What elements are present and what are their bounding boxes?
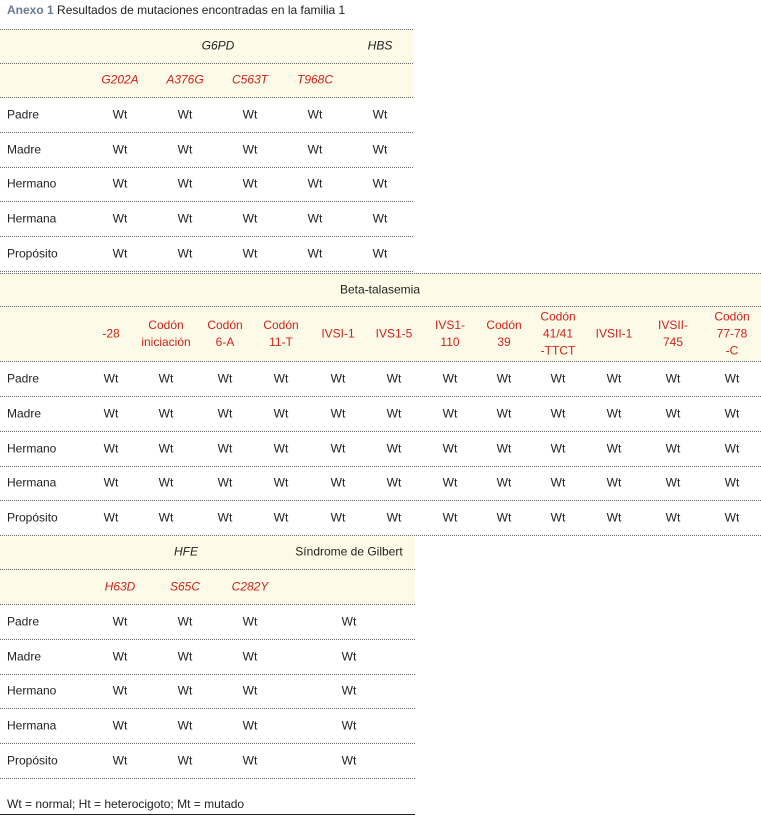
row-label: Hermano [7, 176, 57, 191]
result-cell: Wt [496, 475, 512, 490]
mutation-header-line: IVS1- [434, 318, 466, 332]
result-cell: Wt [273, 406, 289, 421]
result-cell: Wt [606, 406, 622, 421]
mutation-header [596, 326, 633, 343]
mutation-header: H63D [104, 579, 136, 594]
row-rule [0, 466, 761, 467]
result-cell: Wt [386, 371, 402, 386]
result-cell: Wt [724, 406, 740, 421]
result-cell: Wt [330, 406, 346, 421]
result-cell: Wt [724, 441, 740, 456]
result-cell: Wt [217, 441, 233, 456]
mutation-header [102, 326, 119, 343]
row-label: Propósito [7, 510, 58, 525]
result-cell: Wt [496, 441, 512, 456]
result-cell: Wt [550, 441, 566, 456]
mutation-header [486, 317, 521, 351]
mutation-header-line: IVSII- [657, 318, 689, 332]
mutation-header: C282Y [231, 579, 269, 594]
result-cell: Wt [103, 441, 119, 456]
mutation-header: T968C [296, 72, 334, 87]
row-rule [0, 167, 413, 168]
result-cell: Wt [372, 107, 388, 122]
result-cell: Wt [103, 371, 119, 386]
mutation-header: A376G [166, 72, 204, 87]
result-cell: Wt [112, 142, 128, 157]
row-label: Madre [7, 649, 42, 664]
result-cell: Wt [372, 176, 388, 191]
result-cell: Wt [242, 683, 258, 698]
row-rule [0, 271, 413, 272]
result-cell: Wt [665, 510, 681, 525]
mutation-header-line: -C [725, 343, 739, 358]
result-cell: Wt [372, 246, 388, 261]
result-cell: Wt [550, 406, 566, 421]
result-cell: Wt [177, 246, 193, 261]
result-cell: Wt [112, 211, 128, 226]
mutation-header-line: 77-78 [716, 326, 748, 341]
mutation-header-line: iniciación [141, 335, 191, 349]
result-cell: Wt [112, 649, 128, 664]
section2-top-rule [0, 273, 761, 274]
table-caption [7, 3, 345, 17]
result-cell: Wt [372, 142, 388, 157]
result-cell: Wt [665, 441, 681, 456]
row-rule [0, 708, 415, 709]
result-cell: Wt [177, 753, 193, 768]
mutation-header-line: Codón [714, 309, 750, 324]
group-g6pd: G6PD [201, 38, 235, 53]
result-cell: Wt [606, 371, 622, 386]
result-cell: Wt [177, 649, 193, 664]
result-cell: Wt [665, 371, 681, 386]
row-rule [0, 396, 761, 397]
result-cell: Wt [330, 475, 346, 490]
result-cell: Wt [217, 371, 233, 386]
result-cell: Wt [158, 475, 174, 490]
result-cell: Wt [112, 176, 128, 191]
caption-text: Resultados de mutaciones encontradas en la familia 1 [57, 3, 346, 17]
result-cell: Wt [242, 176, 258, 191]
mutation-header: C563T [231, 72, 269, 87]
result-cell: Wt [386, 406, 402, 421]
mutation-header [207, 317, 242, 351]
result-cell: Wt [112, 107, 128, 122]
result-cell: Wt [177, 614, 193, 629]
result-cell: Wt [372, 211, 388, 226]
result-cell: Wt [330, 510, 346, 525]
section2-header-rule [0, 306, 761, 307]
section3-mutation-rule [0, 604, 415, 605]
result-cell: Wt [442, 510, 458, 525]
result-cell: Wt [330, 441, 346, 456]
result-cell: Wt [242, 211, 258, 226]
row-label: Hermana [7, 211, 57, 226]
group-beta-talasemia: Beta-talasemia [339, 282, 421, 297]
result-cell: Wt [242, 142, 258, 157]
result-cell: Wt [273, 371, 289, 386]
row-label: Padre [7, 107, 40, 122]
result-cell: Wt [103, 475, 119, 490]
result-cell: Wt [242, 753, 258, 768]
result-cell: Wt [177, 142, 193, 157]
result-cell: Wt [307, 107, 323, 122]
mutation-header-line: Codón [148, 318, 184, 332]
mutation-header-line: 110 [440, 335, 460, 349]
mutation-header [540, 309, 575, 360]
result-cell: Wt [724, 475, 740, 490]
group-gilbert: Síndrome de Gilbert [295, 544, 403, 559]
section1-header-rule [0, 63, 413, 64]
mutation-header-line: 41/41 [542, 326, 574, 341]
result-cell: Wt [307, 176, 323, 191]
result-cell: Wt [242, 718, 258, 733]
result-cell: Wt [307, 142, 323, 157]
result-cell: Wt [158, 441, 174, 456]
section1-mutation-rule [0, 97, 413, 98]
result-cell: Wt [496, 371, 512, 386]
result-cell: Wt [103, 510, 119, 525]
result-cell: Wt [665, 475, 681, 490]
result-cell: Wt [158, 510, 174, 525]
mutation-header-line: IVSI-1 [321, 326, 355, 341]
row-rule [0, 132, 413, 133]
result-cell: Wt [665, 406, 681, 421]
row-rule [0, 500, 761, 501]
mutation-header-line: IVS1-5 [375, 326, 413, 341]
mutation-header [714, 309, 749, 360]
result-cell: Wt [550, 510, 566, 525]
result-cell: Wt [112, 246, 128, 261]
mutation-header-line: -TTCT [540, 343, 576, 358]
result-cell: Wt [158, 371, 174, 386]
result-cell: Wt [273, 510, 289, 525]
result-cell: Wt [330, 371, 346, 386]
row-rule [0, 431, 761, 432]
mutation-header [376, 326, 413, 343]
section3-top-rule [0, 535, 415, 536]
result-cell: Wt [103, 406, 119, 421]
mutation-header [141, 317, 190, 351]
result-cell: Wt [177, 107, 193, 122]
result-cell: Wt [112, 718, 128, 733]
result-cell: Wt [242, 649, 258, 664]
result-cell: Wt [442, 371, 458, 386]
result-cell: Wt [273, 441, 289, 456]
result-cell: Wt [242, 107, 258, 122]
mutation-header-line: 11-T [269, 335, 293, 349]
row-label: Propósito [7, 246, 58, 261]
caption-label: Anexo 1 [7, 3, 54, 17]
result-cell: Wt [112, 753, 128, 768]
mutation-header-line: Codón [207, 318, 243, 332]
result-cell: Wt [242, 614, 258, 629]
row-label: Padre [7, 614, 40, 629]
row-label: Madre [7, 406, 42, 421]
section1-top-rule [0, 29, 413, 30]
mutation-header-line: Codón [540, 309, 576, 324]
mutation-header: S65C [169, 579, 201, 594]
mutation-header-line: -28 [102, 326, 120, 341]
result-cell: Wt [273, 475, 289, 490]
row-label: Padre [7, 371, 40, 386]
section3-header-rule [0, 569, 415, 570]
result-cell: Wt [550, 371, 566, 386]
row-rule [0, 778, 415, 779]
result-cell: Wt [341, 614, 357, 629]
result-cell: Wt [112, 614, 128, 629]
result-cell: Wt [386, 510, 402, 525]
result-cell: Wt [442, 441, 458, 456]
result-cell: Wt [724, 371, 740, 386]
result-cell: Wt [442, 475, 458, 490]
result-cell: Wt [341, 683, 357, 698]
result-cell: Wt [386, 475, 402, 490]
mutation-header [435, 317, 465, 351]
row-rule [0, 674, 415, 675]
mutation-header-line: 39 [497, 335, 511, 349]
row-rule [0, 236, 413, 237]
result-cell: Wt [177, 176, 193, 191]
footnote: Wt = normal; Ht = heterocigoto; Mt = mutado [7, 797, 245, 811]
group-hfe: HFE [174, 544, 198, 559]
result-cell: Wt [177, 683, 193, 698]
result-cell: Wt [550, 475, 566, 490]
row-rule [0, 743, 415, 744]
result-cell: Wt [606, 475, 622, 490]
result-cell: Wt [217, 406, 233, 421]
row-label: Hermano [7, 683, 57, 698]
result-cell: Wt [606, 510, 622, 525]
row-label: Hermano [7, 441, 57, 456]
result-cell: Wt [112, 683, 128, 698]
mutation-header [658, 317, 688, 351]
row-rule [0, 201, 413, 202]
section2-mutation-rule [0, 361, 761, 362]
result-cell: Wt [177, 211, 193, 226]
result-cell: Wt [724, 510, 740, 525]
result-cell: Wt [217, 510, 233, 525]
row-label: Propósito [7, 753, 58, 768]
result-cell: Wt [496, 406, 512, 421]
result-cell: Wt [341, 753, 357, 768]
row-label: Hermana [7, 475, 57, 490]
mutation-header-line: 745 [662, 335, 684, 349]
mutation-header: G202A [101, 72, 139, 87]
result-cell: Wt [606, 441, 622, 456]
result-cell: Wt [341, 649, 357, 664]
mutation-header-line: 6-A [215, 335, 235, 349]
result-cell: Wt [386, 441, 402, 456]
result-cell: Wt [341, 718, 357, 733]
mutation-header-line: Codón [263, 318, 299, 332]
result-cell: Wt [242, 246, 258, 261]
mutation-header-line: Codón [486, 318, 522, 332]
result-cell: Wt [217, 475, 233, 490]
result-cell: Wt [442, 406, 458, 421]
result-cell: Wt [307, 246, 323, 261]
result-cell: Wt [158, 406, 174, 421]
row-label: Hermana [7, 718, 57, 733]
result-cell: Wt [307, 211, 323, 226]
mutation-header-line: IVSII-1 [595, 326, 633, 341]
row-rule [0, 639, 415, 640]
result-cell: Wt [496, 510, 512, 525]
result-cell: Wt [177, 718, 193, 733]
group-hbs: HBS [367, 38, 393, 53]
mutation-header [321, 326, 354, 343]
table-bottom-rule [0, 814, 415, 815]
row-label: Madre [7, 142, 42, 157]
mutation-header [263, 317, 298, 351]
